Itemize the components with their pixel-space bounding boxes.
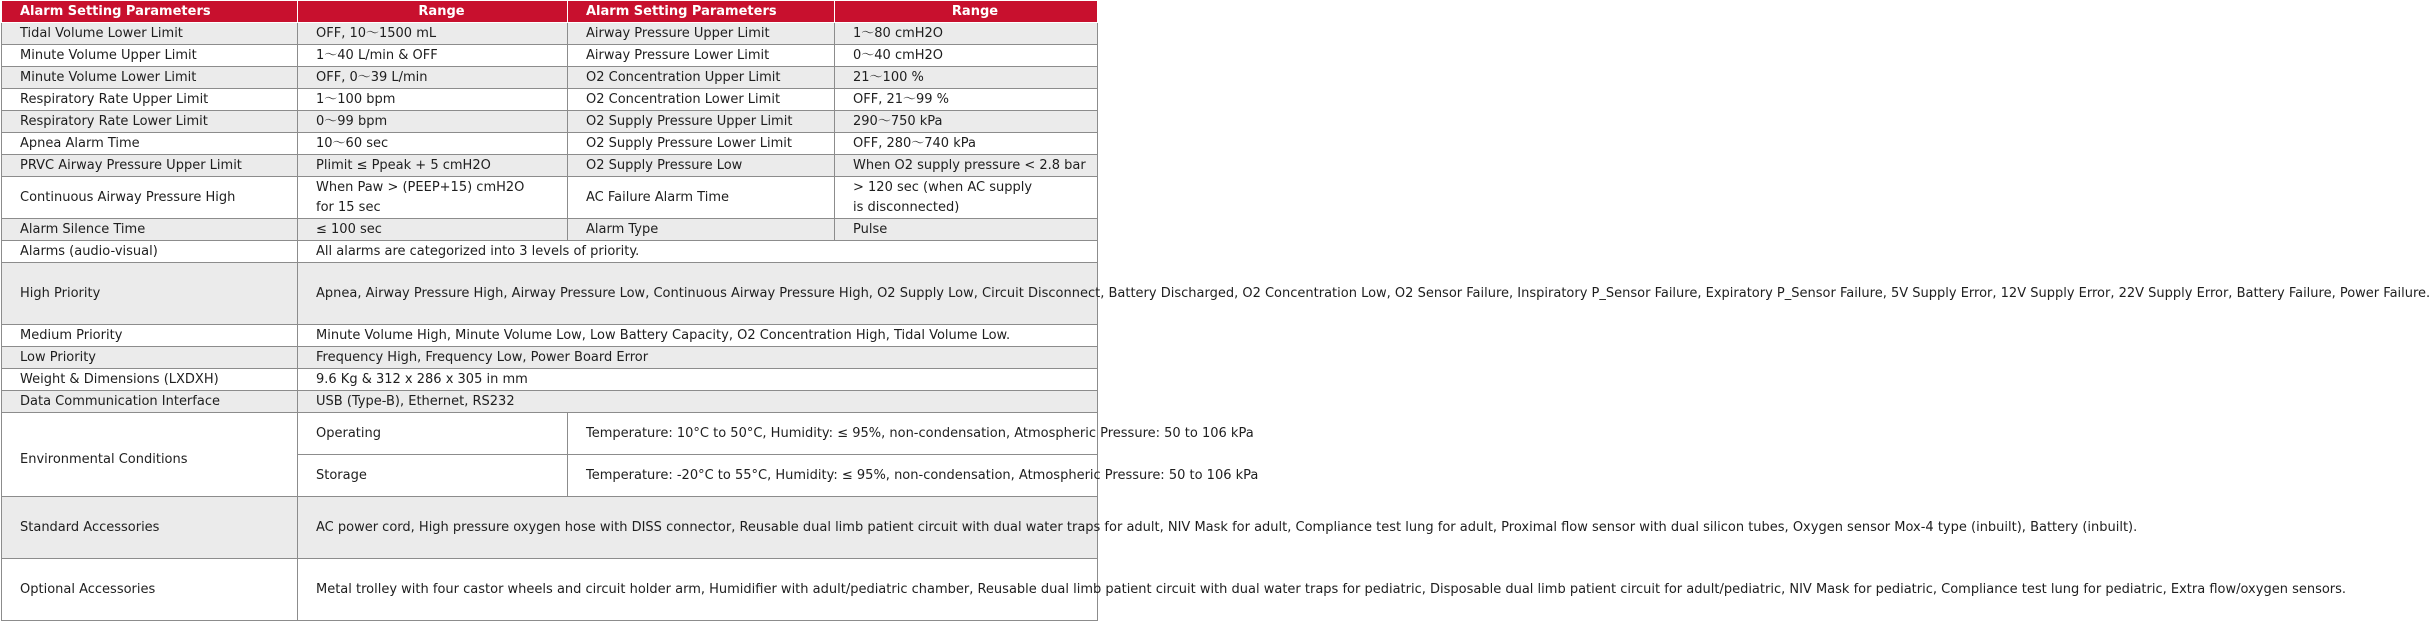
param-range: 21～100 % — [835, 67, 1098, 89]
table-row — [2, 23, 1098, 45]
param-range: When O2 supply pressure < 2.8 bar — [835, 155, 1098, 177]
header-range: Range — [298, 1, 568, 23]
param-label: Minute Volume Lower Limit — [2, 67, 298, 89]
param-label: AC Failure Alarm Time — [568, 177, 835, 219]
param-label: O2 Supply Pressure Lower Limit — [568, 133, 835, 155]
param-range: 0～40 cmH2O — [835, 45, 1098, 67]
env-operating-value: Temperature: 10°C to 50°C, Humidity: ≤ 95%, non-condensation, Atmospheric Pressure: 50 to 106 kPa — [568, 413, 1098, 455]
param-value: Apnea, Airway Pressure High, Airway Pressure Low, Continuous Airway Pressure High, O2 Supply Low, Circuit Disconnect, Battery Discharged, O2 Concentration Low, O2 Sensor Failure, Inspiratory P_Sensor Failure, Expiratory P_Sensor Failure, 5V Supply Error, 12V Supply Error, 22V Supply Error, Battery Failure, Power Failure. — [298, 263, 1098, 325]
table-row — [2, 413, 1098, 455]
param-value: Minute Volume High, Minute Volume Low, Low Battery Capacity, O2 Concentration High, Tidal Volume Low. — [298, 325, 1098, 347]
range-line: > 120 sec (when AC supply — [853, 179, 1033, 195]
param-label: Medium Priority — [2, 325, 298, 347]
param-label: Airway Pressure Upper Limit — [568, 23, 835, 45]
table-row — [2, 67, 1098, 89]
param-value: USB (Type-B), Ethernet, RS232 — [298, 391, 1098, 413]
table-row — [2, 391, 1098, 413]
param-label: Optional Accessories — [2, 559, 298, 621]
param-label: Standard Accessories — [2, 497, 298, 559]
table-row — [2, 263, 1098, 325]
table-row — [2, 497, 1098, 559]
table-row — [2, 325, 1098, 347]
env-storage-label: Storage — [298, 455, 568, 497]
param-value: Metal trolley with four castor wheels and circuit holder arm, Humidifier with adult/pediatric chamber, Reusable dual limb patient circuit with dual water traps for pediatric, Disposable dual limb patient circuit for adult/pediatric, NIV Mask for pediatric, Compliance test lung for pediatric, Extra flow/oxygen sensors. — [298, 559, 1098, 621]
header-range-2: Range — [835, 1, 1098, 23]
param-label: Continuous Airway Pressure High — [2, 177, 298, 219]
param-value: 9.6 Kg & 312 x 286 x 305 in mm — [298, 369, 1098, 391]
env-storage-value: Temperature: -20°C to 55°C, Humidity: ≤ 95%, non-condensation, Atmospheric Pressure: 50 to 106 kPa — [568, 455, 1098, 497]
param-range: OFF, 0～39 L/min — [298, 67, 568, 89]
table-row — [2, 111, 1098, 133]
param-label: Tidal Volume Lower Limit — [2, 23, 298, 45]
header-alarm-setting-parameters-2: Alarm Setting Parameters — [568, 1, 835, 23]
table-row — [2, 241, 1098, 263]
param-range: 1～40 L/min & OFF — [298, 45, 568, 67]
table-row — [2, 89, 1098, 111]
param-range: 1～100 bpm — [298, 89, 568, 111]
param-range: 0～99 bpm — [298, 111, 568, 133]
range-line: for 15 sec — [316, 199, 381, 215]
table-row — [2, 347, 1098, 369]
param-label: Respiratory Rate Lower Limit — [2, 111, 298, 133]
env-operating-label: Operating — [298, 413, 568, 455]
table-row — [2, 559, 1098, 621]
param-label: O2 Concentration Lower Limit — [568, 89, 835, 111]
param-label: Respiratory Rate Upper Limit — [2, 89, 298, 111]
param-range — [835, 177, 1098, 219]
param-range: OFF, 10～1500 mL — [298, 23, 568, 45]
param-range: 290～750 kPa — [835, 111, 1098, 133]
param-value: Frequency High, Frequency Low, Power Board Error — [298, 347, 1098, 369]
param-range: 10～60 sec — [298, 133, 568, 155]
range-line: is disconnected) — [853, 199, 960, 215]
param-range: Plimit ≤ Ppeak + 5 cmH2O — [298, 155, 568, 177]
param-range: OFF, 280～740 kPa — [835, 133, 1098, 155]
param-label: High Priority — [2, 263, 298, 325]
specification-table — [1, 0, 2430, 621]
param-label: Low Priority — [2, 347, 298, 369]
param-value: AC power cord, High pressure oxygen hose with DISS connector, Reusable dual limb patient circuit with dual water traps for adult, NIV Mask for adult, Compliance test lung for adult, Proximal flow sensor with dual silicon tubes, Oxygen sensor Mox-4 type (inbuilt), Battery (inbuilt). — [298, 497, 1098, 559]
param-range: 1～80 cmH2O — [835, 23, 1098, 45]
param-range: Pulse — [835, 219, 1098, 241]
param-range: ≤ 100 sec — [298, 219, 568, 241]
table-row — [2, 45, 1098, 67]
table-row — [2, 155, 1098, 177]
header-row — [2, 1, 1098, 23]
table-row — [2, 369, 1098, 391]
param-value: All alarms are categorized into 3 levels of priority. — [298, 241, 1098, 263]
param-label: PRVC Airway Pressure Upper Limit — [2, 155, 298, 177]
param-label: Airway Pressure Lower Limit — [568, 45, 835, 67]
param-label: Alarm Type — [568, 219, 835, 241]
table-row — [2, 133, 1098, 155]
range-line: When Paw > (PEEP+15) cmH2O — [316, 179, 525, 195]
param-label: O2 Concentration Upper Limit — [568, 67, 835, 89]
param-label: Data Communication Interface — [2, 391, 298, 413]
param-label: Environmental Conditions — [2, 413, 298, 497]
param-range — [298, 177, 568, 219]
table-row — [2, 177, 1098, 219]
param-label: Minute Volume Upper Limit — [2, 45, 298, 67]
param-range: OFF, 21～99 % — [835, 89, 1098, 111]
param-label: Apnea Alarm Time — [2, 133, 298, 155]
param-label: Alarms (audio-visual) — [2, 241, 298, 263]
param-label: Alarm Silence Time — [2, 219, 298, 241]
param-label: O2 Supply Pressure Upper Limit — [568, 111, 835, 133]
param-label: O2 Supply Pressure Low — [568, 155, 835, 177]
header-alarm-setting-parameters: Alarm Setting Parameters — [2, 1, 298, 23]
table-row — [2, 219, 1098, 241]
param-label: Weight & Dimensions (LXDXH) — [2, 369, 298, 391]
